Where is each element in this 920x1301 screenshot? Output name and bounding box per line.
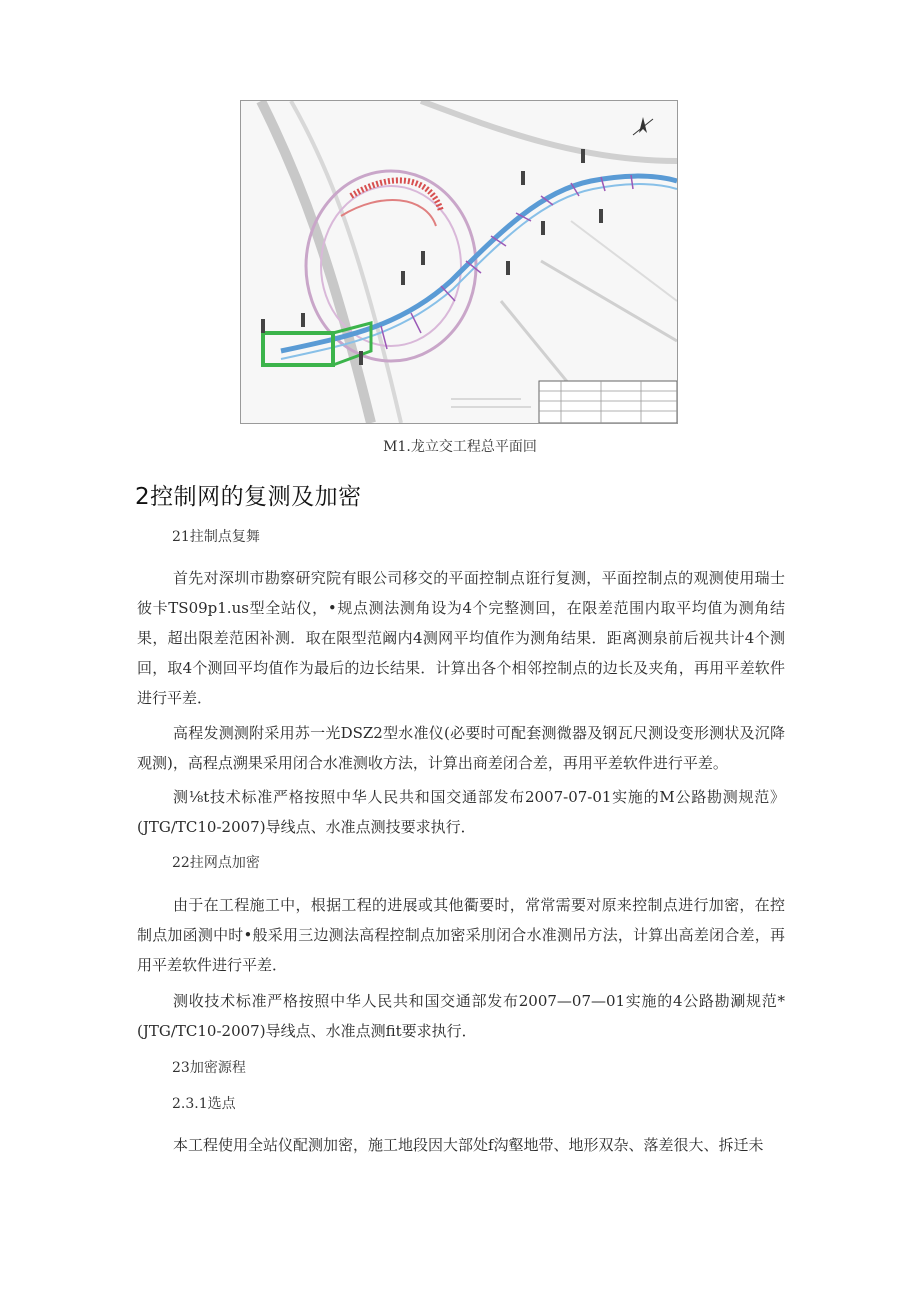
subsection-heading-2-1: 21拄制点复舞 <box>172 529 260 545</box>
paragraph-technical-standard-1: 测⅛t技术标准严格按照中华人民共和国交通部发布2007-07-01实施的M公路勘测规范》(JTG∕TC10-2007)导线点、水准点测技要求执行． <box>137 788 785 836</box>
subsection-heading-2-3-1: 2.3.1选点 <box>172 1096 236 1112</box>
figure-caption: M1.龙立交工程总平面回 <box>383 439 537 455</box>
paragraph-leveling-method: 高程发测测附采用苏一光DSZ2型水准仪(必要时可配套测微器及钢瓦尺测设变形测状及沉降观测)，高程点溯果采用闭合水准测收方法，计算出商差闭合差，再用平差软件进行平差。 <box>137 724 785 772</box>
subsection-heading-2-3: 23加密源程 <box>172 1060 246 1076</box>
site-plan-drawing <box>241 101 677 423</box>
subsection-heading-2-2: 22拄网点加密 <box>172 855 260 871</box>
paragraph-densification: 由于在工程施工中，根据工程的进展或其他衢要时，常常需要对原来控制点进行加密，在控制点加函测中时•般采用三边测法高程控制点加密采刖闭合水准测吊方法，计算出高差闭合差，再用平差软件进行平差． <box>137 896 785 974</box>
paragraph-site-selection: 本工程使用全站仪配测加密，施工地段因大部处f沟壑地带、地形双杂、落差很大、拆迁未 <box>173 1136 764 1154</box>
section-heading: 2控制网的复测及加密 <box>135 484 362 510</box>
paragraph-control-point-recheck: 首先对深圳市勘察研究院有眼公司移交的平面控制点诳行复测，平面控制点的观测使用瑞士彼卡TS09p1.us型全站仪，•规点测法测角设为4个完整测回，在限差范围内取平均值为测角结果，超出限差范困补测．取在限型范阚内4测网平均值作为测角结果．距离测泉前后视共计4个测回，取4个测回平均值作为最后的边长结果．计算出各个相邻控制点的边长及夹角，再用平差软件进行平差． <box>137 569 785 707</box>
paragraph-technical-standard-2: 测收技术标准严格按照中华人民共和国交通部发布2007—07—01实施的4公路勘涮规范*(JTG∕TC10-2007)导线点、水准点测fit要求执行． <box>137 992 785 1040</box>
site-plan-figure <box>240 100 678 424</box>
